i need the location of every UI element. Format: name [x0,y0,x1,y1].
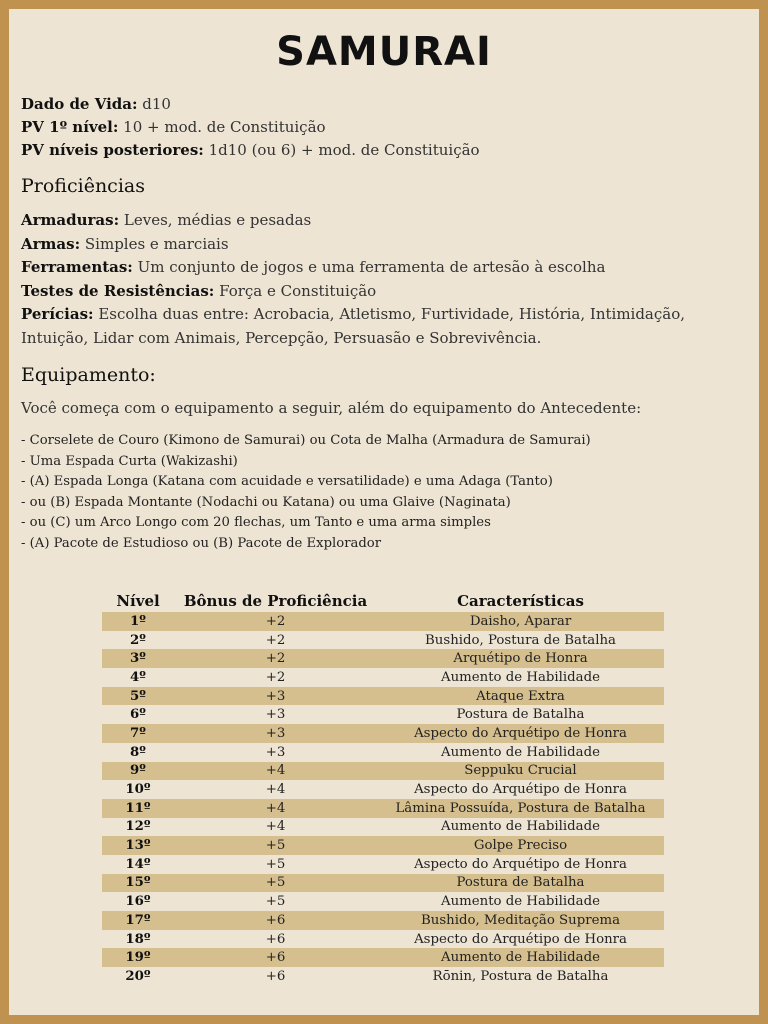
cell-proficiency-bonus: +4 [265,782,286,798]
cell-features: Postura de Batalha [377,874,664,893]
table-row [102,836,664,855]
level-table [102,590,664,986]
prof-label: Armas: [21,234,81,253]
equipment-item: - ou (C) um Arco Longo com 20 flechas, um Tanto e uma arma simples [21,515,491,530]
stat-hit-die [21,93,480,116]
equipment-list [21,431,591,554]
cell-proficiency-bonus: +6 [265,931,286,947]
table-row [102,631,664,650]
cell-level: 6º [130,707,146,723]
cell-proficiency-bonus: +5 [265,894,286,910]
proficiencies-list [21,209,741,350]
cell-proficiency-bonus: +4 [174,762,377,781]
stat-hp-first-level [21,116,480,139]
table-row [102,967,664,986]
prof-tools [21,256,741,280]
cell-proficiency-bonus: +5 [265,856,286,872]
prof-label: Perícias: [21,305,94,323]
cell-level: 19º [102,948,174,967]
table-row [102,892,664,911]
equipment-item: - (A) Espada Longa (Katana com acuidade e versatilidade) e uma Adaga (Tanto) [21,474,553,489]
table-row [102,799,664,818]
equipment-item: - Uma Espada Curta (Wakizashi) [21,453,238,469]
cell-proficiency-bonus: +3 [174,724,377,743]
cell-features: Arquétipo de Honra [377,649,664,668]
table-row [102,762,664,781]
cell-level: 10º [125,782,151,798]
cell-level: 9º [102,762,174,781]
prof-skills [21,303,741,350]
table-row [102,743,664,762]
cell-proficiency-bonus: +2 [265,632,286,648]
cell-features: Aumento de Habilidade [377,948,664,967]
prof-value: Escolha duas entre: Acrobacia, Atletismo, Furtividade, História, Intimidação, Intuição, Lidar com Animais, Percepção, Persuasão e Sobrevivência. [21,305,686,347]
table-body [102,612,664,986]
cell-proficiency-bonus: +2 [174,612,377,631]
cell-proficiency-bonus: +2 [265,669,286,685]
cell-level: 20º [125,968,151,984]
equipment-intro: Você começa com o equipamento a seguir, além do equipamento do Antecedente: [21,399,642,417]
cell-proficiency-bonus: +2 [174,649,377,668]
equipment-item: - (A) Pacote de Estudioso ou (B) Pacote de Explorador [21,535,382,551]
cell-proficiency-bonus: +4 [265,819,286,835]
stat-value: 10 + mod. de Constituição [118,118,326,136]
cell-proficiency-bonus: +6 [265,968,286,984]
cell-features: Aspecto do Arquétipo de Honra [414,782,627,798]
table-row [102,687,664,706]
cell-level: 18º [125,931,151,947]
table-row [102,724,664,743]
cell-level: 13º [102,836,174,855]
table-row [102,818,664,837]
table-row [102,911,664,930]
cell-level: 17º [102,911,174,930]
cell-level: 12º [125,819,151,835]
prof-value: Leves, médias e pesadas [119,211,312,229]
cell-proficiency-bonus: +5 [174,836,377,855]
stat-value: 1d10 (ou 6) + mod. de Constituição [203,141,480,159]
cell-features: Golpe Preciso [377,836,664,855]
cell-features: Aumento de Habilidade [440,669,600,685]
cell-features: Lâmina Possuída, Postura de Batalha [377,799,664,818]
table-row [102,948,664,967]
cell-proficiency-bonus: +3 [265,744,286,760]
cell-features: Aspecto do Arquétipo de Honra [414,931,627,947]
stat-label: PV níveis posteriores: [21,141,204,159]
prof-value: Simples e marciais [80,234,229,253]
table-row [102,855,664,874]
cell-features: Ataque Extra [377,687,664,706]
cell-proficiency-bonus: +4 [174,799,377,818]
hit-points-block [21,93,480,162]
stat-label: Dado de Vida: [21,95,138,113]
cell-features: Bushido, Postura de Batalha [425,632,616,648]
cell-level: 16º [125,894,151,910]
cell-proficiency-bonus: +3 [174,687,377,706]
header-level: Nível [116,592,160,610]
equipment-item: - Corselete de Couro (Kimono de Samurai) ou Cota de Malha (Armadura de Samurai) [21,433,591,448]
stat-value: d10 [137,95,171,113]
prof-label: Ferramentas: [21,258,133,276]
prof-saving-throws [21,280,741,304]
cell-level: 1º [102,612,174,631]
cell-features: Rōnin, Postura de Batalha [432,968,609,984]
cell-features: Postura de Batalha [456,707,585,723]
cell-proficiency-bonus: +5 [174,874,377,893]
table-row [102,612,664,631]
cell-level: 15º [102,874,174,893]
cell-features: Aumento de Habilidade [440,744,600,760]
prof-weapons [21,233,741,257]
cell-features: Daisho, Aparar [377,612,664,631]
table-header-row [102,590,664,612]
cell-level: 3º [102,649,174,668]
page-title: SAMURAI [276,29,492,75]
cell-features: Aumento de Habilidade [440,819,600,835]
table-row [102,930,664,949]
cell-level: 8º [130,744,146,760]
cell-proficiency-bonus: +6 [174,911,377,930]
cell-level: 2º [130,632,146,648]
cell-proficiency-bonus: +6 [174,948,377,967]
prof-label: Testes de Resistências: [21,281,215,300]
table-row [102,668,664,687]
stat-hp-later-levels [21,139,480,162]
proficiencies-heading: Proficiências [21,175,145,197]
cell-proficiency-bonus: +3 [265,707,286,723]
prof-value: Força e Constituição [214,281,377,300]
cell-level: 4º [130,669,146,685]
cell-level: 5º [102,687,174,706]
cell-level: 14º [125,856,151,872]
prof-value: Um conjunto de jogos e uma ferramenta de artesão à escolha [132,258,606,276]
stat-label: PV 1º nível: [21,118,119,136]
document-page [9,9,759,1015]
header-features: Características [457,592,584,610]
cell-level: 11º [102,799,174,818]
table-row [102,649,664,668]
cell-features: Aspecto do Arquétipo de Honra [377,724,664,743]
table-row [102,705,664,724]
header-proficiency-bonus: Bônus de Proficiência [183,592,368,610]
table-row [102,874,664,893]
cell-features: Aspecto do Arquétipo de Honra [414,856,627,872]
table-row [102,780,664,799]
cell-features: Aumento de Habilidade [440,894,600,910]
cell-features: Seppuku Crucial [377,762,664,781]
cell-features: Bushido, Meditação Suprema [377,911,664,930]
equipment-item: - ou (B) Espada Montante (Nodachi ou Katana) ou uma Glaive (Naginata) [21,494,511,510]
equipment-heading: Equipamento: [21,364,156,386]
cell-level: 7º [102,724,174,743]
prof-label: Armaduras: [21,211,120,229]
prof-armor [21,209,741,233]
